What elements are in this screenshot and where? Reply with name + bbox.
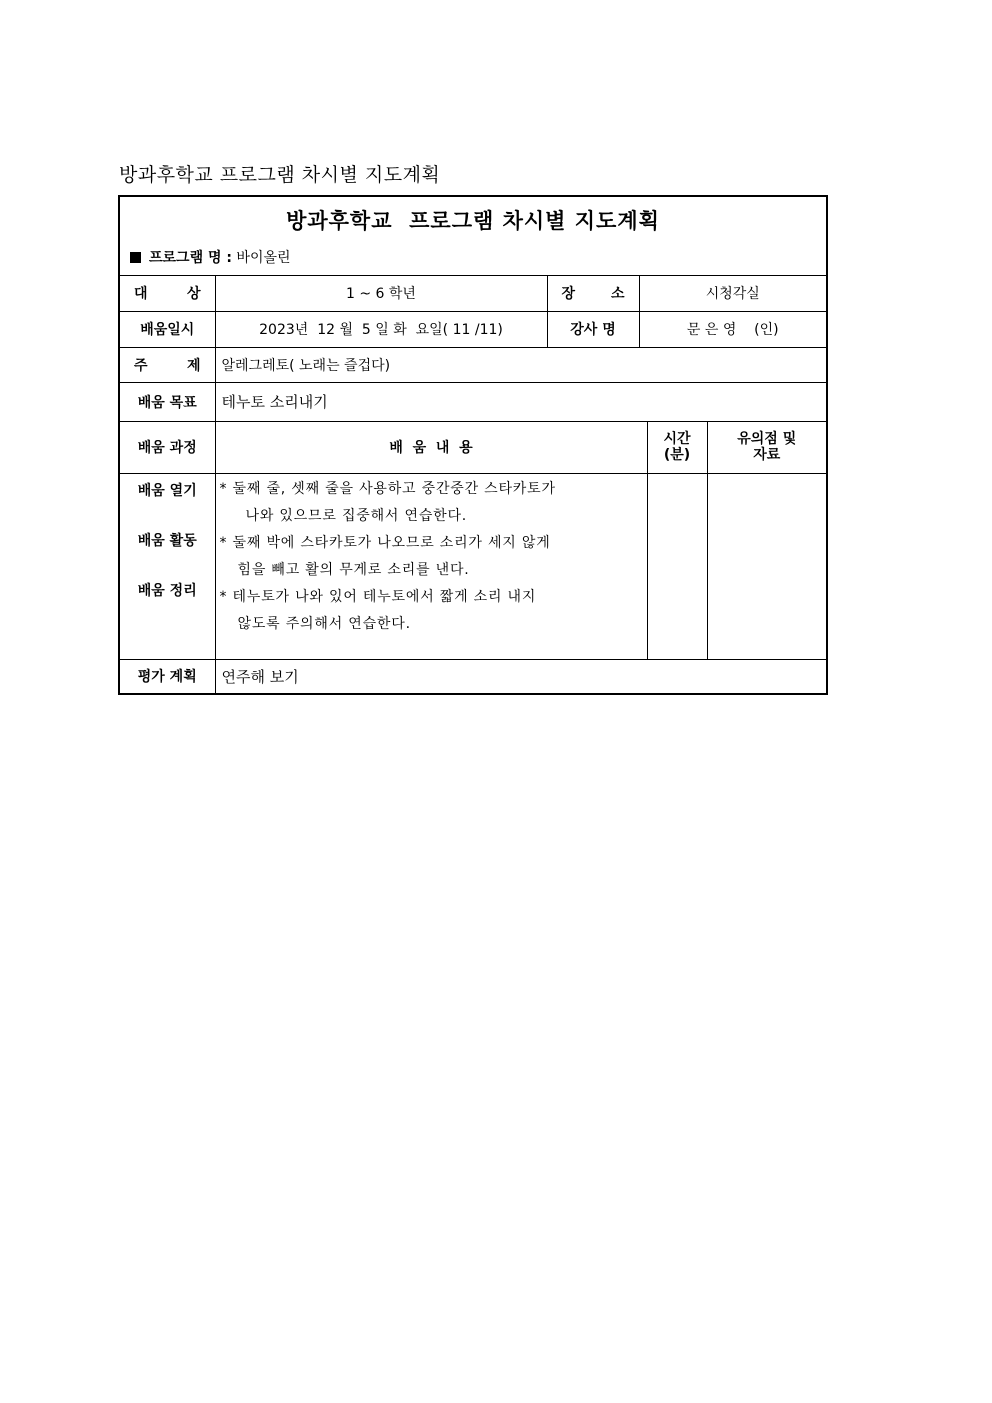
process-content — [215, 473, 647, 659]
process-content-row — [120, 473, 826, 659]
goal-row — [120, 382, 826, 421]
program-name-value: 바이올린 — [236, 250, 291, 266]
page-heading: 방과후학교 프로그램 차시별 지도계획 — [119, 164, 441, 186]
goal-value: 테누토 소리내기 — [215, 382, 826, 421]
process-steps — [120, 473, 215, 659]
datetime-value: 2023년 12 월 5 일 화 요일( 11 /11) — [215, 311, 547, 347]
datetime-row — [120, 311, 826, 347]
time-header-line2: (분) — [663, 447, 691, 463]
content-item-1: * 둘째 줄, 셋째 줄을 사용하고 중간중간 스타카토가 — [219, 480, 556, 497]
place-value: 시청각실 — [639, 276, 826, 311]
topic-value: 알레그레토( 노래는 즐겁다) — [215, 347, 826, 382]
process-label: 배움 과정 — [120, 421, 215, 473]
notes-header-line2: 자료 — [753, 447, 781, 463]
target-label: 대 상 — [120, 276, 215, 311]
program-name-label: 프로그램 명 : — [149, 250, 232, 266]
teacher-label: 강사 명 — [547, 311, 639, 347]
program-name-line — [130, 247, 291, 267]
evaluation-label: 평가 계획 — [120, 659, 215, 693]
place-label: 장 소 — [547, 276, 639, 311]
content-item-3: * 테누토가 나와 있어 테누토에서 짧게 소리 내지 — [219, 588, 537, 605]
target-row — [120, 276, 826, 311]
datetime-label: 배움일시 — [120, 311, 215, 347]
time-value — [647, 473, 707, 659]
step-activity: 배움 활동 — [137, 532, 197, 549]
lesson-plan-table — [120, 276, 826, 693]
topic-label: 주 제 — [120, 347, 215, 382]
content-item-1-cont: 나와 있으므로 집중해서 연습한다. — [245, 507, 468, 524]
time-header — [647, 421, 707, 473]
lesson-plan-form — [118, 195, 828, 695]
time-header-line1: 시간 — [663, 431, 691, 447]
evaluation-value: 연주해 보기 — [215, 659, 826, 693]
form-title: 방과후학교 프로그램 차시별 지도계획 — [286, 208, 660, 233]
form-title-block — [120, 197, 826, 276]
process-header-row — [120, 421, 826, 473]
content-item-2-cont: 힘을 빼고 활의 무게로 소리를 낸다. — [237, 561, 470, 578]
content-header: 배 움 내 용 — [215, 421, 647, 473]
target-value: 1 ~ 6 학년 — [215, 276, 547, 311]
teacher-value: 문 은 영 (인) — [639, 311, 826, 347]
goal-label: 배움 목표 — [120, 382, 215, 421]
content-item-2: * 둘째 박에 스타카토가 나오므로 소리가 세지 않게 — [219, 534, 551, 551]
step-closing: 배움 정리 — [137, 582, 197, 599]
evaluation-row — [120, 659, 826, 693]
notes-header-line1: 유의점 및 — [737, 431, 797, 447]
black-square-icon — [130, 252, 141, 263]
topic-row — [120, 347, 826, 382]
content-item-3-cont: 않도록 주의해서 연습한다. — [237, 615, 411, 632]
step-opening: 배움 열기 — [137, 482, 197, 499]
notes-value — [707, 473, 826, 659]
notes-header — [707, 421, 826, 473]
